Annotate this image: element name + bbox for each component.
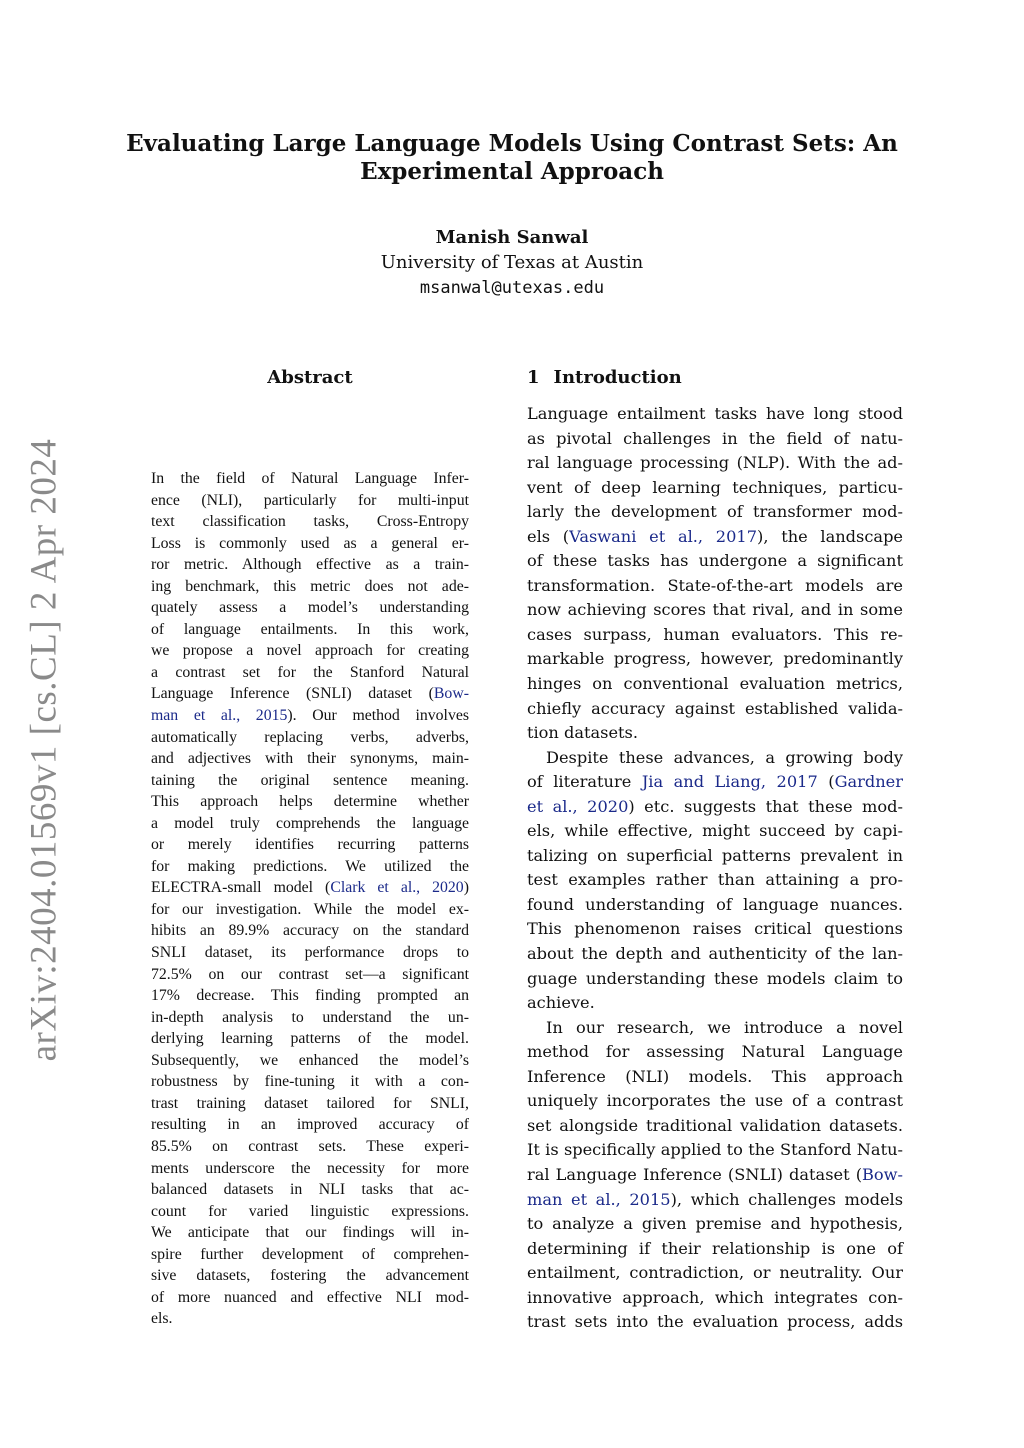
abstract-line: 72.5% on our contrast set—a significant — [151, 965, 469, 983]
abstract-text: ) — [463, 879, 469, 897]
intro-line: of these tasks has undergone a significant — [527, 551, 903, 571]
abstract-line: Loss is commonly used as a general er- — [151, 534, 469, 552]
abstract-line: for making predictions. We utilized the — [151, 857, 469, 875]
intro-line: entailment, contradiction, or neutrality. Our — [527, 1263, 903, 1283]
intro-line: now achieving scores that rival, and in some — [527, 600, 903, 620]
intro-line — [527, 1188, 903, 1213]
introduction-body — [527, 402, 903, 1335]
abstract-line — [151, 705, 469, 727]
intro-line — [527, 1163, 903, 1188]
intro-text: els ( — [527, 526, 570, 546]
intro-line: talizing on superficial patterns prevalent in — [527, 845, 903, 865]
intro-line: els, while effective, might succeed by capi- — [527, 821, 903, 841]
paper-title — [100, 130, 924, 186]
intro-line: larly the development of transformer mod- — [527, 502, 903, 522]
abstract-line: of more nuanced and effective NLI mod- — [151, 1288, 469, 1306]
intro-text: of literature — [527, 772, 642, 792]
author-email[interactable]: msanwal@utexas.edu — [419, 278, 605, 298]
abstract-line: ror metric. Although effective as a train- — [151, 556, 469, 574]
intro-line: markable progress, however, predominantly — [527, 649, 903, 669]
abstract-line — [151, 877, 469, 899]
abstract-line — [151, 683, 469, 705]
citation-link[interactable]: Bow- — [433, 685, 469, 703]
abstract-line: automatically replacing verbs, adverbs, — [151, 728, 469, 746]
intro-line: guage understanding these models claim to — [527, 968, 903, 988]
abstract-line: of language entailments. In this work, — [151, 620, 469, 638]
intro-line: determining if their relationship is one of — [527, 1238, 903, 1258]
abstract-body — [151, 468, 469, 1330]
intro-text: ), the landscape — [757, 526, 904, 546]
abstract-line: SNLI dataset, its performance drops to — [151, 944, 469, 962]
arxiv-sidebar — [14, 438, 74, 1062]
abstract-line: ence (NLI), particularly for multi-input — [151, 491, 469, 509]
intro-line: hinges on conventional evaluation metrics, — [527, 674, 903, 694]
intro-line: transformation. State-of-the-art models are — [527, 575, 903, 595]
intro-text: ) etc. suggests that these mod- — [628, 796, 903, 816]
intro-line: Language entailment tasks have long stood — [527, 404, 903, 423]
abstract-line: we propose a novel approach for creating — [151, 642, 469, 660]
abstract-line: This approach helps determine whether — [151, 793, 469, 811]
intro-line: tion datasets. — [527, 723, 639, 743]
abstract-line: for our investigation. While the model ex- — [151, 900, 469, 918]
abstract-line: 85.5% on contrast sets. These experi- — [151, 1137, 469, 1155]
abstract-heading: Abstract — [267, 367, 353, 388]
author-name: Manish Sanwal — [435, 227, 589, 248]
abstract-line: a contrast set for the Stanford Natural — [151, 663, 469, 681]
abstract-line: and adjectives with their synonyms, main- — [151, 750, 469, 768]
intro-text: ), which challenges models — [670, 1189, 904, 1209]
abstract-line: ments underscore the necessity for more — [151, 1159, 469, 1177]
abstract-line: 17% decrease. This finding prompted an — [151, 987, 469, 1005]
abstract-line: balanced datasets in NLI tasks that ac- — [151, 1181, 469, 1199]
abstract-line: resulting in an improved accuracy of — [151, 1116, 469, 1134]
intro-line: achieve. — [527, 993, 595, 1013]
abstract-line: or merely identifies recurring patterns — [151, 836, 469, 854]
abstract-line: count for varied linguistic expressions. — [151, 1202, 469, 1220]
abstract-line: robustness by fine-tuning it with a con- — [151, 1073, 469, 1091]
abstract-line: Subsequently, we enhanced the model’s — [151, 1051, 469, 1069]
abstract-line: derlying learning patterns of the model. — [151, 1030, 469, 1048]
abstract-line: We anticipate that our findings will in- — [151, 1224, 469, 1242]
section-heading-introduction — [527, 366, 682, 390]
citation-link[interactable]: Bow- — [862, 1164, 903, 1184]
intro-line: cases surpass, human evaluators. This re- — [527, 624, 903, 644]
title-line-2: Experimental Approach — [360, 158, 664, 185]
abstract-line: ing benchmark, this metric does not ade- — [151, 577, 469, 595]
intro-line: about the depth and authenticity of the lan- — [527, 944, 903, 964]
abstract-line: hibits an 89.9% accuracy on the standard — [151, 922, 469, 940]
intro-line — [527, 525, 903, 550]
intro-line: found understanding of language nuances. — [527, 894, 903, 914]
intro-line: as pivotal challenges in the field of natu- — [527, 428, 903, 448]
intro-line: set alongside traditional validation datasets. — [527, 1115, 903, 1135]
abstract-line: sive datasets, fostering the advancement — [151, 1267, 469, 1285]
abstract-line: In the field of Natural Language Infer- — [151, 470, 469, 487]
intro-line: This phenomenon raises critical questions — [527, 919, 903, 939]
abstract-line: trast training dataset tailored for SNLI, — [151, 1094, 469, 1112]
intro-line: chiefly accuracy against established valida- — [527, 698, 903, 718]
title-line-1: Evaluating Large Language Models Using Contrast Sets: An — [126, 130, 898, 157]
abstract-line: taining the original sentence meaning. — [151, 771, 469, 789]
intro-line: trast sets into the evaluation process, adds — [527, 1312, 903, 1332]
intro-line: uniquely incorporates the use of a contrast — [527, 1091, 903, 1111]
intro-line: to analyze a given premise and hypothesis, — [527, 1214, 903, 1234]
citation-link[interactable]: et al., 2020 — [527, 796, 629, 816]
intro-text: ral Language Inference (SNLI) dataset ( — [527, 1164, 863, 1184]
intro-line: Inference (NLI) models. This approach — [527, 1066, 903, 1086]
intro-line — [527, 770, 903, 795]
intro-line: Despite these advances, a growing body — [546, 747, 903, 767]
abstract-line: els. — [151, 1310, 173, 1328]
citation-link[interactable]: Vaswani et al., 2017 — [569, 526, 757, 546]
citation-link[interactable]: man et al., 2015 — [151, 707, 288, 725]
abstract-line: a model truly comprehends the language — [151, 814, 469, 832]
intro-line: innovative approach, which integrates con- — [527, 1287, 903, 1307]
intro-line: In our research, we introduce a novel — [546, 1017, 903, 1037]
intro-line: method for assessing Natural Language — [527, 1042, 903, 1062]
intro-line — [527, 795, 903, 820]
author-affiliation: University of Texas at Austin — [380, 252, 644, 273]
author-block — [262, 226, 762, 300]
abstract-text: ELECTRA-small model ( — [151, 879, 331, 897]
section-title: Introduction — [553, 367, 682, 388]
intro-line: It is specifically applied to the Stanford Natu- — [527, 1140, 903, 1160]
citation-link[interactable]: Jia and Liang, 2017 — [641, 772, 818, 792]
citation-link[interactable]: Clark et al., 2020 — [330, 879, 464, 897]
section-number: 1 — [527, 367, 540, 388]
abstract-line: quately assess a model’s understanding — [151, 599, 469, 617]
citation-link[interactable]: Gardner — [834, 772, 904, 792]
abstract-text: ). Our method involves — [287, 707, 469, 725]
abstract-line: in-depth analysis to understand the un- — [151, 1008, 469, 1026]
intro-line: test examples rather than attaining a pro- — [527, 870, 903, 890]
intro-line: ral language processing (NLP). With the ad- — [527, 453, 903, 473]
arxiv-identifier: arXiv:2404.01569v1 [cs.CL] 2 Apr 2024 — [23, 438, 65, 1062]
abstract-text: Language Inference (SNLI) dataset ( — [151, 685, 434, 703]
abstract-line: spire further development of comprehen- — [151, 1245, 469, 1263]
citation-link[interactable]: man et al., 2015 — [527, 1189, 671, 1209]
abstract-line: text classification tasks, Cross-Entropy — [151, 513, 469, 531]
intro-text: ( — [817, 772, 835, 792]
intro-line: vent of deep learning techniques, particu- — [527, 477, 903, 497]
